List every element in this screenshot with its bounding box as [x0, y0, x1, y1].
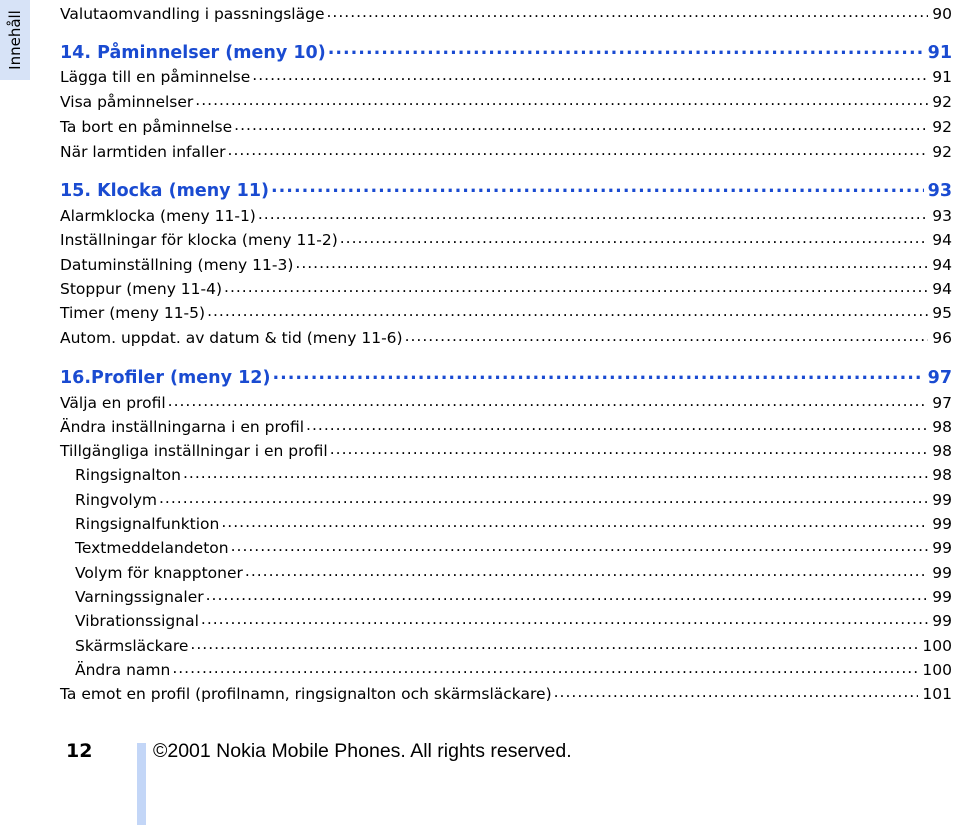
toc-entry-title: Tillgängliga inställningar i en profil	[60, 441, 328, 460]
toc-entry-page: 98	[932, 441, 952, 460]
leader-dots	[228, 141, 929, 157]
toc-chapter-page: 91	[927, 42, 952, 63]
leader-dots	[554, 683, 919, 699]
toc-entry-page: 94	[932, 255, 952, 274]
toc-subentry[interactable]	[75, 635, 952, 656]
toc-subentry[interactable]	[75, 659, 952, 680]
toc-subentry-title: Ändra namn	[75, 660, 171, 679]
leader-dots	[328, 40, 924, 58]
toc-subentry-title: Skärmsläckare	[75, 636, 189, 655]
leader-dots	[195, 91, 928, 107]
toc-entry-title: Alarmklocka (meny 11-1)	[60, 206, 256, 225]
leader-dots	[295, 254, 928, 270]
toc-subentry[interactable]	[75, 464, 952, 485]
toc-subentry-title: Textmeddelandeton	[75, 538, 229, 557]
toc-subentry[interactable]	[75, 489, 952, 510]
toc-entry[interactable]	[60, 205, 952, 226]
toc-entry-page: 92	[932, 92, 952, 111]
toc-entry[interactable]	[60, 302, 952, 323]
toc-subentry-title: Volym för knapptoner	[75, 563, 243, 582]
toc-subentry-page: 99	[932, 490, 952, 509]
leader-dots	[271, 178, 924, 196]
toc-entry-title: Datuminställning (meny 11-3)	[60, 255, 294, 274]
leader-dots	[168, 392, 929, 408]
toc-entry[interactable]	[60, 683, 952, 704]
leader-dots	[172, 659, 918, 675]
toc-subentry-title: Vibrationssignal	[75, 611, 199, 630]
side-tab-label: Innehåll	[6, 10, 24, 70]
toc-entry-title: När larmtiden infaller	[60, 142, 226, 161]
toc-entry-title: Valutaomvandling i passningsläge	[60, 4, 325, 23]
toc-subentry[interactable]	[75, 513, 952, 534]
leader-dots	[340, 229, 929, 245]
leader-dots	[252, 66, 928, 82]
leader-dots	[201, 610, 928, 626]
copyright-notice: ©2001 Nokia Mobile Phones. All rights reserved.	[153, 740, 572, 762]
leader-dots	[330, 440, 929, 456]
toc-chapter-page: 93	[927, 180, 952, 201]
toc-chapter[interactable]	[60, 40, 952, 65]
toc-entry-page: 97	[932, 393, 952, 412]
toc-entry-title: Inställningar för klocka (meny 11-2)	[60, 230, 338, 249]
toc-entry[interactable]	[60, 278, 952, 299]
toc-entry-title: Ta emot en profil (profilnamn, ringsignalton och skärmsläckare)	[60, 684, 552, 703]
toc-entry-title: Stoppur (meny 11-4)	[60, 279, 223, 298]
toc-entry[interactable]	[60, 229, 952, 250]
toc-entry[interactable]	[60, 416, 952, 437]
toc-entry[interactable]	[60, 91, 952, 112]
leader-dots	[405, 327, 929, 343]
leader-dots	[306, 416, 928, 432]
toc-chapter[interactable]	[60, 178, 952, 203]
toc-subentry-page: 99	[932, 587, 952, 606]
toc-entry-page: 92	[932, 117, 952, 136]
leader-dots	[206, 586, 929, 602]
toc-subentry[interactable]	[75, 610, 952, 631]
toc-subentry-page: 99	[932, 514, 952, 533]
toc-subentry-title: Ringsignalton	[75, 465, 181, 484]
toc-entry-title: Lägga till en påminnelse	[60, 67, 251, 86]
toc-entry-title: Autom. uppdat. av datum & tid (meny 11-6)	[60, 328, 403, 347]
toc-entry[interactable]	[60, 327, 952, 348]
toc-subentry-page: 98	[932, 465, 952, 484]
toc-entry-page: 101	[922, 684, 952, 703]
toc-subentry-page: 99	[932, 611, 952, 630]
leader-dots	[207, 302, 928, 318]
leader-dots	[327, 3, 929, 19]
toc-chapter-title: 15. Klocka (meny 11)	[60, 180, 270, 201]
leader-dots	[224, 278, 928, 294]
leader-dots	[234, 116, 928, 132]
side-tab	[0, 0, 30, 80]
leader-dots	[245, 562, 928, 578]
leader-dots	[258, 205, 928, 221]
toc-entry-page: 96	[932, 328, 952, 347]
toc-entry-title: Ändra inställningarna i en profil	[60, 417, 305, 436]
toc-entry[interactable]	[60, 116, 952, 137]
toc-entry-page: 90	[932, 4, 952, 23]
toc-entry-page: 93	[932, 206, 952, 225]
toc-chapter[interactable]	[60, 365, 952, 390]
toc-subentry-page: 99	[932, 563, 952, 582]
toc-entry-page: 92	[932, 142, 952, 161]
leader-dots	[183, 464, 928, 480]
leader-dots	[221, 513, 928, 529]
toc-subentry[interactable]	[75, 586, 952, 607]
toc-chapter-page: 97	[927, 367, 952, 388]
toc-entry-title: Ta bort en påminnelse	[60, 117, 233, 136]
toc-entry[interactable]	[60, 66, 952, 87]
leader-dots	[190, 635, 918, 651]
toc-chapter-title: 16.Profiler (meny 12)	[60, 367, 271, 388]
leader-dots	[231, 537, 929, 553]
toc-entry-page: 91	[932, 67, 952, 86]
toc-subentry-page: 99	[932, 538, 952, 557]
toc-subentry-title: Ringvolym	[75, 490, 157, 509]
toc-subentry-title: Ringsignalfunktion	[75, 514, 220, 533]
toc-entry[interactable]	[60, 141, 952, 162]
toc-entry[interactable]	[60, 392, 952, 413]
toc-entry[interactable]	[60, 440, 952, 461]
toc-subentry[interactable]	[75, 562, 952, 583]
page-number: 12	[66, 740, 93, 762]
toc-entry-title: Välja en profil	[60, 393, 166, 412]
toc-subentry[interactable]	[75, 537, 952, 558]
toc-subentry-page: 100	[922, 636, 952, 655]
toc-entry-title: Visa påminnelser	[60, 92, 194, 111]
toc-entry-page: 94	[932, 230, 952, 249]
toc-entry[interactable]	[60, 3, 952, 24]
footer-accent-bar	[137, 743, 146, 825]
toc-entry-page: 98	[932, 417, 952, 436]
toc-entry[interactable]	[60, 254, 952, 275]
toc-chapter-title: 14. Påminnelser (meny 10)	[60, 42, 326, 63]
toc-subentry-title: Varningssignaler	[75, 587, 204, 606]
leader-dots	[159, 489, 928, 505]
toc-entry-title: Timer (meny 11-5)	[60, 303, 206, 322]
toc-entry-page: 94	[932, 279, 952, 298]
toc-subentry-page: 100	[922, 660, 952, 679]
toc-entry-page: 95	[932, 303, 952, 322]
leader-dots	[272, 365, 923, 383]
